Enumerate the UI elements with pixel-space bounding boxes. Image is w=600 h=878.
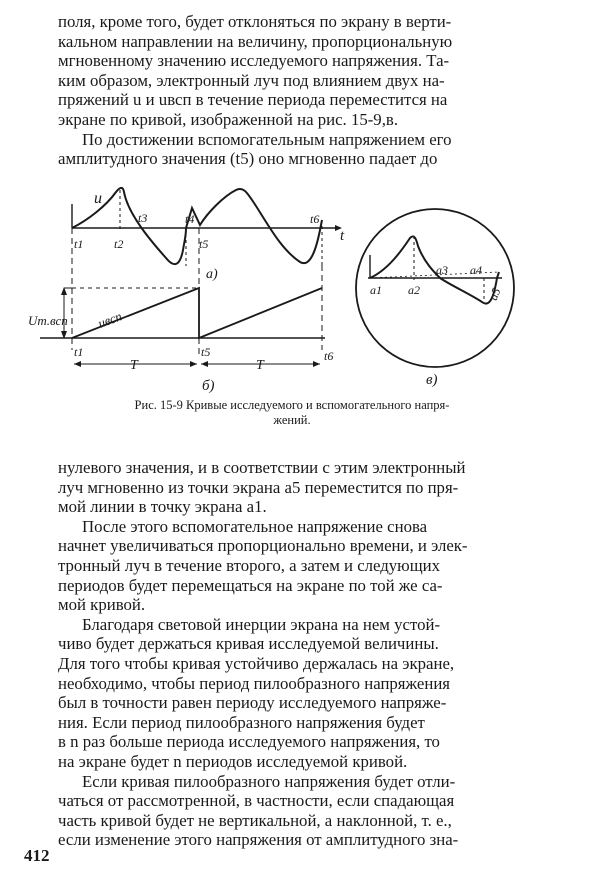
figure-caption (58, 398, 526, 428)
text-line: чаться от рассмотренной, в частности, если спадающая (58, 791, 455, 811)
text-line: По достижении вспомогательным напряжением его (82, 129, 452, 149)
period-1-label: T (130, 358, 138, 373)
text-line: в n раз больше периода исследуемого напряжения, то (58, 732, 440, 752)
panel-b-label: б) (202, 378, 215, 394)
text-line: чиво будет держаться кривая исследуемой величины. (58, 634, 439, 654)
t2-label: t2 (114, 237, 124, 251)
text-line: необходимо, чтобы период пилообразного напряжения (58, 673, 451, 693)
text-line: мой линии в точку экрана a1. (58, 497, 267, 517)
text-line: поля, кроме того, будет отклоняться по экрану в верти- (58, 12, 452, 31)
panel-b-graph (28, 228, 333, 394)
bottom-paragraphs (58, 458, 526, 850)
figure-15-9 (0, 170, 600, 398)
period-2-label: T (256, 358, 264, 373)
period-2-arrow-left (201, 361, 208, 367)
panel-a-graph (72, 188, 345, 282)
text-line: После этого вспомогательное напряжение снова (82, 516, 428, 536)
text-line: пряжений u и uвсп в течение периода переместится на (58, 90, 448, 110)
caption-line: Рис. 15-9 Кривые исследуемого и вспомогательного напря- (134, 398, 450, 412)
t1-label: t1 (74, 237, 84, 251)
text-line: амплитудного значения (t5) оно мгновенно падает до (58, 149, 438, 169)
text-line: экране по кривой, изображенной на рис. 15-9,в. (58, 109, 399, 129)
text-line: Для того чтобы кривая устойчиво держалась на экране, (58, 653, 455, 673)
text-line: ния. Если период пилообразного напряжения будет (58, 712, 425, 732)
period-1-arrow-left (74, 361, 81, 367)
caption-line: жений. (273, 413, 311, 427)
text-line: Благодаря световой инерции экрана на нем устой- (82, 614, 441, 634)
t6-label: t6 (310, 212, 320, 226)
u-label: u (94, 190, 102, 207)
a3-label: a3 (436, 263, 448, 277)
text-line: мой кривой. (58, 595, 146, 615)
t5-label: t5 (199, 237, 209, 251)
t3-label: t3 (138, 211, 148, 225)
text-line: кальном направлении на величину, пропорциональную (58, 31, 453, 51)
text-line: периодов будет перемещаться на экране по той же са- (58, 575, 443, 595)
voltage-curve-u (72, 188, 322, 264)
text-line: был в точности равен периоду исследуемого напряже- (58, 693, 447, 713)
b-t6-label: t6 (324, 349, 334, 363)
text-line: ким образом, электронный луч под влиянием двух на- (58, 70, 445, 90)
text-line: луч мгновенно из точки экрана a5 переместится по пря- (58, 477, 459, 497)
b-t5-label: t5 (201, 345, 211, 359)
a1-label: a1 (370, 283, 382, 297)
t4-label: t4 (185, 212, 195, 226)
text-line: если изменение этого напряжения от амплитудного зна- (58, 830, 459, 850)
t-axis-label: t (340, 228, 345, 244)
text-line: начнет увеличиваться пропорционально времени, и элек- (58, 536, 468, 556)
top-paragraph (58, 12, 526, 169)
um-label: Um.всп (28, 313, 68, 328)
period-2-arrow-right (313, 361, 320, 367)
text-line: тронный луч в течение второго, а затем и следующих (58, 555, 441, 575)
text-line: часть кривой будет не вертикальной, а наклонной, т. е., (58, 810, 452, 830)
text-line: мгновенному значению исследуемого напряжения. Та- (58, 51, 450, 71)
text-line: нулевого значения, и в соответствии с этим электронный (58, 458, 466, 477)
b-t1-label: t1 (74, 345, 84, 359)
a5-label: a5 (486, 286, 504, 303)
text-line: на экране будет n периодов исследуемой кривой. (58, 751, 408, 771)
a2-label: a2 (408, 283, 420, 297)
ubcp-label: uвсп (95, 308, 124, 331)
panel-c-label: в) (426, 372, 438, 388)
a4-label: a4 (470, 263, 482, 277)
panel-a-label: a) (206, 267, 218, 282)
period-1-arrow-right (190, 361, 197, 367)
text-line: Если кривая пилообразного напряжения будет отли- (82, 771, 456, 791)
page-number: 412 (24, 846, 50, 865)
panel-c-screen (356, 209, 514, 388)
